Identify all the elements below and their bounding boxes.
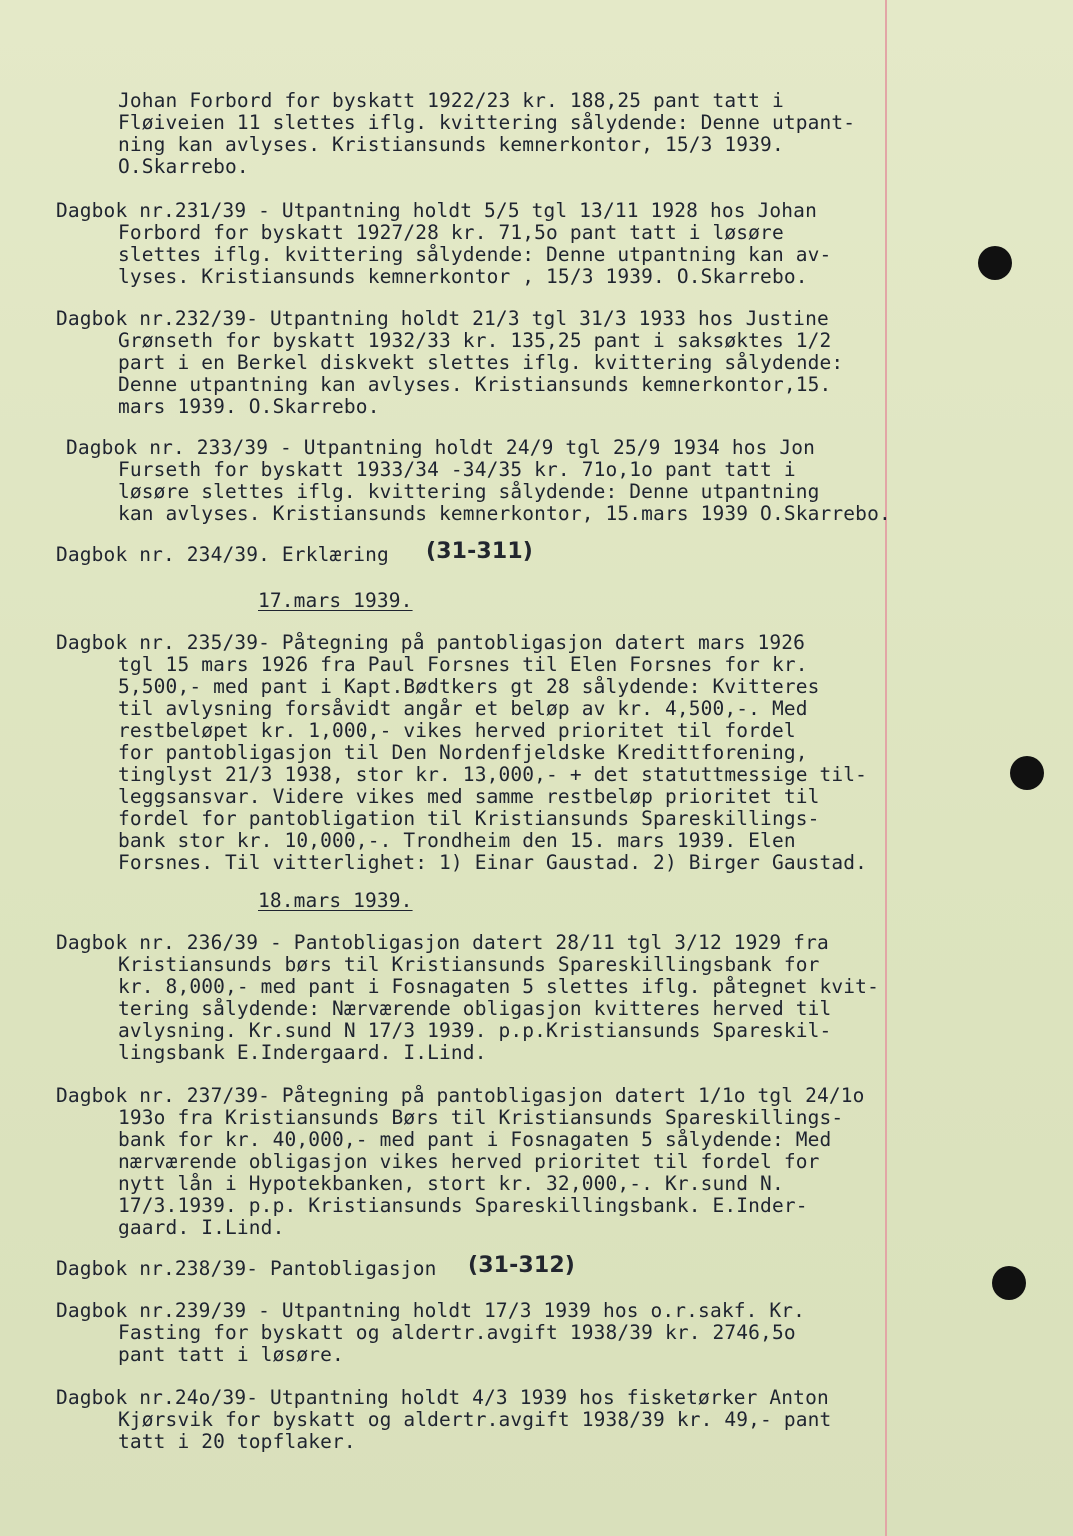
text-line: restbeløpet kr. 1,000,- vikes herved prioritet til fordel — [118, 719, 796, 742]
date-heading: 18.mars 1939. — [258, 889, 413, 912]
text-line: Kjørsvik for byskatt og aldertr.avgift 1938/39 kr. 49,- pant — [118, 1408, 832, 1431]
entry-first-line: Dagbok nr. 237/39- Påtegning på pantobligasjon datert 1/1o tgl 24/1o — [56, 1084, 865, 1107]
text-line: Grønseth for byskatt 1932/33 kr. 135,25 pant i saksøktes 1/2 — [118, 329, 832, 352]
text-line: pant tatt i løsøre. — [118, 1343, 344, 1366]
text-line: tinglyst 21/3 1938, stor kr. 13,000,- + det statuttmessige til- — [118, 763, 868, 786]
entry-first-line: Dagbok nr. 236/39 - Pantobligasjon datert 28/11 tgl 3/12 1929 fra — [56, 931, 829, 954]
handwritten-reference: (31-311) — [426, 539, 533, 564]
date-heading: 17.mars 1939. — [258, 589, 413, 612]
text-line: tering sålydende: Nærværende obligasjon kvitteres herved til — [118, 997, 832, 1020]
text-line: nærværende obligasjon vikes herved prioritet til fordel for — [118, 1150, 820, 1173]
handwritten-reference: (31-312) — [468, 1253, 575, 1278]
text-line: tatt i 20 topflaker. — [118, 1430, 356, 1453]
entry-first-line: Dagbok nr.238/39- Pantobligasjon — [56, 1257, 437, 1280]
text-line: Fasting for byskatt og aldertr.avgift 1938/39 kr. 2746,5o — [118, 1321, 796, 1344]
text-line: lyses. Kristiansunds kemnerkontor , 15/3 1939. O.Skarrebo. — [118, 265, 808, 288]
text-line: Kristiansunds børs til Kristiansunds Spareskillingsbank for — [118, 953, 820, 976]
text-line: lingsbank E.Indergaard. I.Lind. — [118, 1041, 487, 1064]
text-line: løsøre slettes iflg. kvittering sålydende: Denne utpantning — [118, 480, 820, 503]
entry-first-line: Dagbok nr. 235/39- Påtegning på pantobligasjon datert mars 1926 — [56, 631, 806, 654]
entry-first-line: Dagbok nr. 233/39 - Utpantning holdt 24/9 tgl 25/9 1934 hos Jon — [66, 436, 816, 459]
text-line: gaard. I.Lind. — [118, 1216, 285, 1239]
text-line: 193o fra Kristiansunds Børs til Kristiansunds Spareskillings- — [118, 1106, 844, 1129]
text-line: O.Skarrebo. — [118, 155, 249, 178]
entry-first-line: Dagbok nr.24o/39- Utpantning holdt 4/3 1939 hos fisketørker Anton — [56, 1386, 829, 1409]
text-line: 17/3.1939. p.p. Kristiansunds Spareskillingsbank. E.Inder- — [118, 1194, 808, 1217]
entry-first-line: Dagbok nr.231/39 - Utpantning holdt 5/5 tgl 13/11 1928 hos Johan — [56, 199, 817, 222]
text-line: Johan Forbord for byskatt 1922/23 kr. 188,25 pant tatt i — [118, 89, 784, 112]
text-line: kr. 8,000,- med pant i Fosnagaten 5 slettes iflg. påtegnet kvit- — [118, 975, 879, 998]
text-line: til avlysning forsåvidt angår et beløp av kr. 4,500,-. Med — [118, 697, 808, 720]
text-line: nytt lån i Hypotekbanken, stort kr. 32,000,-. Kr.sund N. — [118, 1172, 784, 1195]
text-line: mars 1939. O.Skarrebo. — [118, 395, 380, 418]
text-line: kan avlyses. Kristiansunds kemnerkontor, 15.mars 1939 O.Skarrebo. — [118, 502, 891, 525]
text-line: Forbord for byskatt 1927/28 kr. 71,5o pant tatt i løsøre — [118, 221, 784, 244]
text-line: bank stor kr. 10,000,-. Trondheim den 15. mars 1939. Elen — [118, 829, 796, 852]
text-line: Fløiveien 11 slettes iflg. kvittering sålydende: Denne utpant- — [118, 111, 856, 134]
text-line: leggsansvar. Videre vikes med samme restbeløp prioritet til — [118, 785, 820, 808]
text-line: bank for kr. 40,000,- med pant i Fosnagaten 5 sålydende: Med — [118, 1128, 832, 1151]
text-line: Forsnes. Til vitterlighet: 1) Einar Gaustad. 2) Birger Gaustad. — [118, 851, 868, 874]
text-line: avlysning. Kr.sund N 17/3 1939. p.p.Kristiansunds Spareskil- — [118, 1019, 832, 1042]
text-line: tgl 15 mars 1926 fra Paul Forsnes til Elen Forsnes for kr. — [118, 653, 808, 676]
text-line: slettes iflg. kvittering sålydende: Denne utpantning kan av- — [118, 243, 832, 266]
text-line: Denne utpantning kan avlyses. Kristiansunds kemnerkontor,15. — [118, 373, 832, 396]
text-line: Furseth for byskatt 1933/34 -34/35 kr. 71o,1o pant tatt i — [118, 458, 796, 481]
text-line: 5,500,- med pant i Kapt.Bødtkers gt 28 sålydende: Kvitteres — [118, 675, 820, 698]
text-line: fordel for pantobligation til Kristiansunds Spareskillings- — [118, 807, 820, 830]
text-line: ning kan avlyses. Kristiansunds kemnerkontor, 15/3 1939. — [118, 133, 784, 156]
entry-first-line: Dagbok nr.232/39- Utpantning holdt 21/3 tgl 31/3 1933 hos Justine — [56, 307, 829, 330]
text-line: part i en Berkel diskvekt slettes iflg. kvittering sålydende: — [118, 351, 844, 374]
entry-first-line: Dagbok nr.239/39 - Utpantning holdt 17/3 1939 hos o.r.sakf. Kr. — [56, 1299, 806, 1322]
text-line: for pantobligasjon til Den Nordenfjeldske Kredittforening, — [118, 741, 808, 764]
entry-first-line: Dagbok nr. 234/39. Erklæring — [56, 543, 389, 566]
